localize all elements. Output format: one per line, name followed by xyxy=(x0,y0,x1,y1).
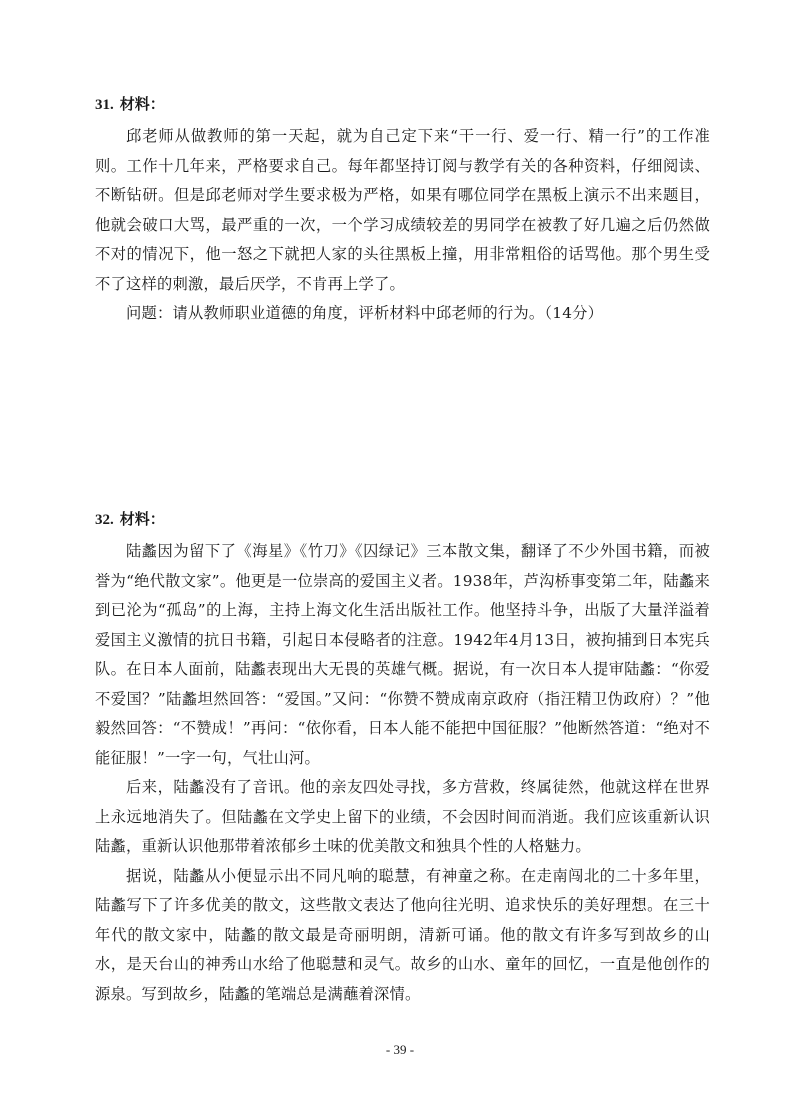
question-32-paragraph-3: 据说，陆蠡从小便显示出不同凡响的聪慧，有神童之称。在走南闯北的二十多年里，陆蠡写下了许多优美的散文，这些散文表达了他向往光明、追求快乐的美好理想。在三十年代的散文家中，陆蠡的散文最是奇丽明朗，清新可诵。他的散文有许多写到故乡的山水，是天台山的神秀山水给了他聪慧和灵气。故乡的山水、童年的回忆，一直是他创作的源泉。写到故乡，陆蠡的笔端总是满蘸着深情。 xyxy=(95,866,710,1003)
question-31-label: 材料： xyxy=(119,95,165,113)
question-32-number: 32. xyxy=(95,512,114,528)
question-31-number: 31. xyxy=(95,97,114,113)
page-number: - 39 - xyxy=(385,1042,415,1057)
question-31-material-paragraph: 邱老师从做教师的第一天起，就为自己定下来“干一行、爱一行、精一行”的工作准则。工作十几年来，严格要求自己。每年都坚持订阅与教学有关的各种资料，仔细阅读、不断钻研。但是邱老师对学生要求极为严格，如果有哪位同学在黑板上演示不出来题目，他就会破口大骂，最严重的一次，一个学习成绩较差的男同学在被教了好几遍之后仍然做不对的情况下，他一怒之下就把人家的头往黑板上撞，用非常粗俗的话骂他。那个男生受不了这样的刺激，最后厌学，不肯再上学了。 xyxy=(95,127,710,293)
question-32-paragraph-2: 后来，陆蠡没有了音讯。他的亲友四处寻找，多方营救，终属徒然，他就这样在世界上永远地消失了。但陆蠡在文学史上留下的业绩，不会因时间而消逝。我们应该重新认识陆蠡，重新认识他那带着浓郁乡土味的优美散文和独具个性的人格魅力。 xyxy=(95,778,710,855)
question-32-heading xyxy=(95,507,710,531)
question-31 xyxy=(95,92,710,329)
question-31-heading xyxy=(95,92,710,116)
question-31-prompt: 问题：请从教师职业道德的角度，评析材料中邱老师的行为。（14分） xyxy=(126,304,604,322)
question-32 xyxy=(95,507,710,1009)
question-32-label: 材料： xyxy=(119,510,165,528)
question-32-paragraph-1: 陆蠡因为留下了《海星》《竹刀》《囚绿记》三本散文集，翻译了不少外国书籍，而被誉为“绝代散文家”。他更是一位崇高的爱国主义者。1938年，芦沟桥事变第二年，陆蠡来到已沦为“孤岛”的上海，主持上海文化生活出版社工作。他坚持斗争，出版了大量洋溢着爱国主义激情的抗日书籍，引起日本侵略者的注意。1942年4月13日，被拘捕到日本宪兵队。在日本人面前，陆蠡表现出大无畏的英雄气概。据说，有一次日本人提审陆蠡：“你爱不爱国？”陆蠡坦然回答：“爱国。”又问：“你赞不赞成南京政府（指汪精卫伪政府）？”他毅然回答：“不赞成！”再问：“依你看，日本人能不能把中国征服？”他断然答道：“绝对不能征服！”一字一句，气壮山河。 xyxy=(95,542,710,767)
